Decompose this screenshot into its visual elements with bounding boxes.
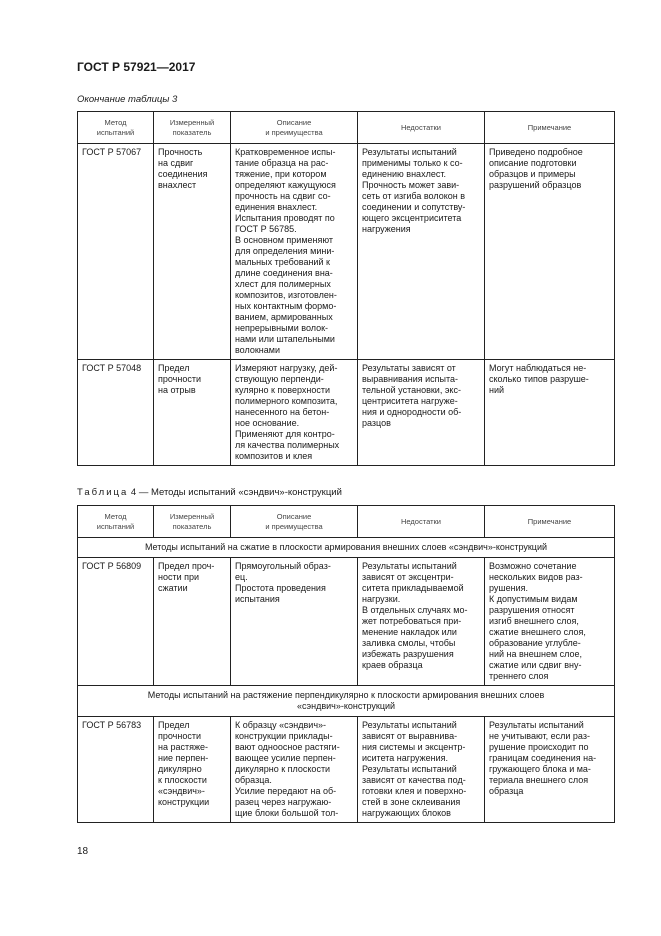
cell-text-line: Результаты зависят от (362, 363, 456, 373)
table4-caption-text: 4 — Методы испытаний «сэндвич»-конструкций (130, 487, 342, 498)
cell-text-line: прочность на сдвиг со- (235, 191, 331, 201)
cell-text-line: композитов, изготовлен- (235, 290, 337, 300)
cell-text-line: «сэндвич»- (158, 786, 205, 796)
cell-text-line: сжатии (158, 583, 188, 593)
cell-text-line: испытаний (96, 521, 135, 531)
cell-text-line: Описание (276, 511, 312, 521)
cell-text-line: Измеряют нагрузку, дей- (235, 363, 338, 373)
cell-text-line: нагрузки. (362, 594, 401, 604)
cell-measured (154, 558, 231, 686)
cell-text-line: кулярно к поверхности (235, 385, 330, 395)
cell-text-line: ГОСТ Р 56809 (82, 561, 142, 571)
cell-text-line: к плоскости (158, 775, 207, 785)
table-header-row (78, 506, 615, 538)
cell-method (78, 144, 154, 360)
cell-text-line: ния и однородности об- (362, 407, 462, 417)
header-drawbacks (358, 112, 485, 144)
cell-text-line: соединении и сопутству- (362, 202, 466, 212)
cell-text-line: вают одноосное растяги- (235, 742, 340, 752)
cell-text-line: Могут наблюдаться не- (489, 363, 587, 373)
cell-text-line: ванием, армированных (235, 312, 333, 322)
cell-drawbacks (358, 558, 485, 686)
cell-text-line: Измеренный (169, 117, 215, 127)
cell-text-line: сколько типов разруше- (489, 374, 589, 384)
cell-text-line: заливка смолы, чтобы (362, 638, 456, 648)
header-drawbacks (358, 506, 485, 538)
cell-text-line: Результаты испытаний (362, 720, 457, 730)
cell-text-line: Результаты испытаний (362, 561, 457, 571)
cell-text-line: центриситета нагруже- (362, 396, 458, 406)
cell-measured (154, 717, 231, 823)
cell-text-line: зависят от эксцентри- (362, 572, 454, 582)
table4-caption-label: Таблица (77, 487, 129, 498)
cell-text-line: жет потребоваться при- (362, 616, 462, 626)
cell-drawbacks (358, 144, 485, 360)
cell-text-line: Недостатки (401, 122, 441, 132)
cell-text-line: ствующую перпенди- (235, 374, 324, 384)
cell-method (78, 360, 154, 466)
cell-text-line: образование углубле- (489, 638, 581, 648)
cell-text-line: границам соединения на- (489, 753, 597, 763)
page-number: 18 (77, 846, 89, 857)
header-note (485, 112, 615, 144)
cell-measured (154, 144, 231, 360)
section-title (78, 538, 615, 558)
header-method (78, 506, 154, 538)
cell-note (485, 144, 615, 360)
table3-caption: Окончание таблицы 3 (77, 94, 178, 105)
cell-text-line: сеть от изгиба волокон в (362, 191, 466, 201)
cell-text-line: Недостатки (401, 516, 441, 526)
cell-drawbacks (358, 717, 485, 823)
cell-text-line: для определения мини- (235, 246, 335, 256)
document-title: ГОСТ Р 57921—2017 (77, 60, 196, 74)
cell-note (485, 360, 615, 466)
cell-text-line: Прямоугольный образ- (235, 561, 331, 571)
cell-text-line: нами или штапельными (235, 334, 335, 344)
cell-text-line: ние перпен- (158, 753, 209, 763)
cell-method (78, 558, 154, 686)
cell-description (231, 144, 358, 360)
cell-text-line: тяжение, при котором (235, 169, 327, 179)
cell-text-line: разцов (362, 418, 391, 428)
cell-text-line: не учитывают, если раз- (489, 731, 590, 741)
cell-text-line: ец. (235, 572, 248, 582)
cell-text-line: дикулярно (158, 764, 202, 774)
cell-text-line: ния системы и эксцентр- (362, 742, 466, 752)
cell-text-line: соединения (158, 169, 208, 179)
cell-text-line: иситета нагружения. (362, 753, 448, 763)
cell-text-line: тание образца на рас- (235, 158, 329, 168)
cell-text-line: конструкции (158, 797, 210, 807)
cell-text-line: Метод (104, 511, 127, 521)
cell-text-line: Измеренный (169, 511, 215, 521)
cell-text-line: зависят от качества под- (362, 775, 466, 785)
table-3 (77, 111, 615, 466)
cell-text-line: применимы только к со- (362, 158, 463, 168)
cell-text-line: ГОСТ Р 57048 (82, 363, 142, 373)
cell-text-line: образца. (235, 775, 272, 785)
header-measured (154, 506, 231, 538)
section-row (78, 686, 615, 717)
cell-text-line: нагружающих блоков (362, 808, 451, 818)
cell-text-line: териала внешнего слоя (489, 775, 589, 785)
cell-text-line: дикулярно к плоскости (235, 764, 331, 774)
cell-text-line: испытаний (96, 127, 135, 137)
header-measured (154, 112, 231, 144)
cell-text-line: готовки клея и поверхно- (362, 786, 467, 796)
cell-text-line: В отдельных случаях мо- (362, 605, 468, 615)
cell-text-line: избежать разрушения (362, 649, 454, 659)
cell-text-line: Описание (276, 117, 312, 127)
cell-text-line: на сдвиг (158, 158, 194, 168)
cell-text-line: Предел (158, 363, 190, 373)
cell-text-line: Возможно сочетание (489, 561, 577, 571)
table-4 (77, 505, 615, 823)
cell-text-line: ний (489, 385, 505, 395)
table-header-row (78, 112, 615, 144)
table-row (78, 717, 615, 823)
cell-text-line: на отрыв (158, 385, 196, 395)
cell-text-line: композитов и клея (235, 451, 313, 461)
cell-text-line: гружающего блока и ма- (489, 764, 591, 774)
cell-text-line: единения внахлест. (235, 202, 318, 212)
cell-text-line: ное основание. (235, 418, 300, 428)
table-row (78, 144, 615, 360)
cell-text-line: Результаты испытаний (362, 764, 457, 774)
cell-text-line: Методы испытаний на растяжение перпендикулярно к плоскости армирования внешних слоев (147, 690, 545, 700)
cell-text-line: краев образца (362, 660, 423, 670)
cell-text-line: длине соединения вна- (235, 268, 333, 278)
cell-text-line: Метод (104, 117, 127, 127)
cell-text-line: изгиб внешнего слоя, (489, 616, 579, 626)
cell-text-line: К допустимым видам (489, 594, 578, 604)
cell-text-line: треннего слоя (489, 671, 549, 681)
cell-text-line: щие блоки большой тол- (235, 808, 339, 818)
cell-text-line: ГОСТ Р 56785. (235, 224, 297, 234)
cell-text-line: Методы испытаний на сжатие в плоскости армирования внешних слоев «сэндвич»-конструкций (144, 542, 548, 552)
cell-text-line: стей в зоне склеивания (362, 797, 461, 807)
cell-text-line: волокнами (235, 345, 280, 355)
cell-text-line: хлест для полимерных (235, 279, 331, 289)
cell-text-line: Усилие передают на об- (235, 786, 337, 796)
cell-text-line: вающее усилие перпен- (235, 753, 336, 763)
cell-text-line: разрушений образцов (489, 180, 582, 190)
cell-text-line: Простота проведения (235, 583, 326, 593)
table-row (78, 558, 615, 686)
cell-text-line: менение накладок или (362, 627, 457, 637)
section-title (78, 686, 615, 717)
cell-text-line: Результаты испытаний (489, 720, 584, 730)
cell-text-line: образцов и примеры (489, 169, 576, 179)
cell-text-line: мальных требований к (235, 257, 330, 267)
cell-text-line: К образцу «сэндвич»- (235, 720, 327, 730)
cell-text-line: показатель (172, 521, 212, 531)
cell-text-line: Предел (158, 720, 190, 730)
cell-description (231, 360, 358, 466)
cell-text-line: Кратковременное испы- (235, 147, 336, 157)
cell-text-line: ситета прикладываемой (362, 583, 464, 593)
cell-text-line: Приведено подробное (489, 147, 583, 157)
cell-text-line: «сэндвич»-конструкций (296, 701, 396, 711)
cell-text-line: рушения. (489, 583, 529, 593)
cell-text-line: прочности (158, 374, 202, 384)
cell-text-line: и преимущества (265, 127, 323, 137)
cell-text-line: Примечание (527, 122, 572, 132)
cell-text-line: и преимущества (265, 521, 323, 531)
cell-text-line: описание подготовки (489, 158, 577, 168)
cell-text-line: непрерывными волок- (235, 323, 329, 333)
table-row (78, 360, 615, 466)
cell-text-line: Результаты испытаний (362, 147, 457, 157)
cell-text-line: ГОСТ Р 56783 (82, 720, 142, 730)
cell-text-line: Применяют для контро- (235, 429, 335, 439)
cell-description (231, 558, 358, 686)
header-description (231, 506, 358, 538)
cell-text-line: Прочность может зави- (362, 180, 460, 190)
cell-text-line: Примечание (527, 516, 572, 526)
cell-method (78, 717, 154, 823)
cell-text-line: зависят от выравнива- (362, 731, 458, 741)
cell-text-line: нанесенного на бетон- (235, 407, 330, 417)
cell-text-line: разец через нагружаю- (235, 797, 332, 807)
cell-drawbacks (358, 360, 485, 466)
header-method (78, 112, 154, 144)
cell-text-line: ГОСТ Р 57067 (82, 147, 142, 157)
cell-text-line: полимерного композита, (235, 396, 338, 406)
cell-text-line: сжатие или сдвиг вну- (489, 660, 582, 670)
cell-text-line: внахлест (158, 180, 197, 190)
cell-text-line: показатель (172, 127, 212, 137)
cell-text-line: Предел проч- (158, 561, 215, 571)
cell-note (485, 558, 615, 686)
cell-text-line: определяют кажущуюся (235, 180, 336, 190)
header-note (485, 506, 615, 538)
cell-text-line: на растяже- (158, 742, 209, 752)
cell-text-line: тельной установки, экс- (362, 385, 461, 395)
cell-text-line: нескольких видов раз- (489, 572, 583, 582)
cell-text-line: ных контактным формо- (235, 301, 337, 311)
cell-text-line: прочности (158, 731, 202, 741)
cell-text-line: испытания (235, 594, 280, 604)
cell-text-line: разрушения относят (489, 605, 575, 615)
cell-text-line: ля качества полимерных (235, 440, 340, 450)
cell-text-line: Испытания проводят по (235, 213, 335, 223)
cell-text-line: сжатие внешнего слоя, (489, 627, 586, 637)
cell-text-line: рушение происходит по (489, 742, 589, 752)
cell-text-line: ности при (158, 572, 200, 582)
section-row (78, 538, 615, 558)
cell-text-line: образца (489, 786, 524, 796)
cell-note (485, 717, 615, 823)
cell-text-line: нагружения (362, 224, 411, 234)
cell-text-line: В основном применяют (235, 235, 334, 245)
cell-text-line: конструкции приклады- (235, 731, 333, 741)
cell-text-line: выравнивания испыта- (362, 374, 458, 384)
cell-text-line: ний на внешнем слое, (489, 649, 583, 659)
cell-measured (154, 360, 231, 466)
cell-text-line: единению внахлест. (362, 169, 446, 179)
cell-text-line: ющего эксцентриситета (362, 213, 462, 223)
table4-caption (77, 487, 342, 498)
header-description (231, 112, 358, 144)
cell-text-line: Прочность (158, 147, 203, 157)
cell-description (231, 717, 358, 823)
